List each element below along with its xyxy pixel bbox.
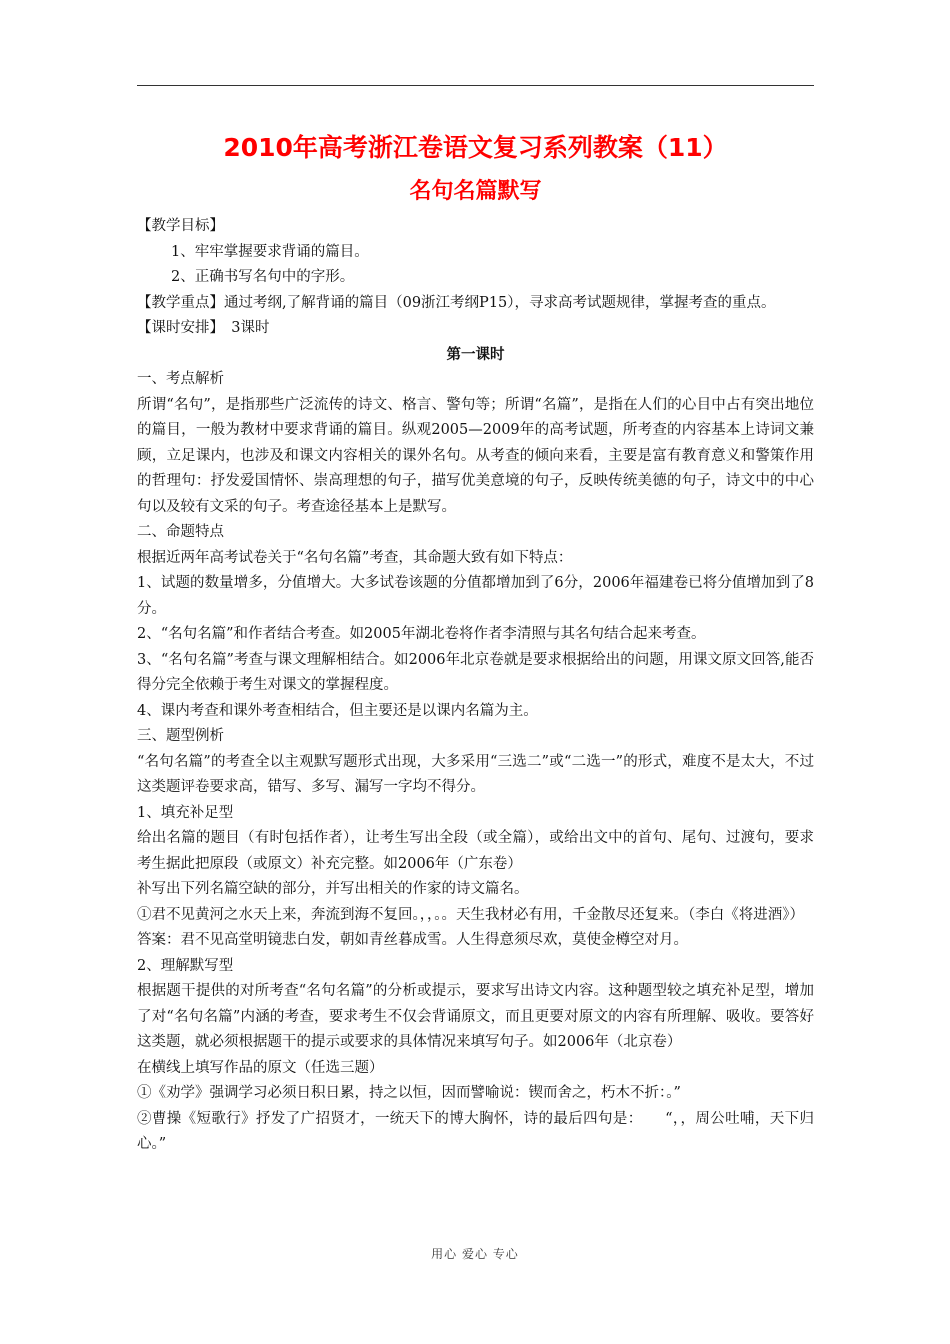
section-heading: 一、考点解析 [137,371,224,387]
answer-paragraph: 答案：君不见高堂明镜悲白发，朝如青丝暮成雪。人生得意须尽欢，莫使金樽空对月。 [137,932,688,948]
body-paragraph: 在横线上填写作品的原文（任选三题） [137,1059,384,1076]
page-footer: 用心 爱心 专心 [431,1247,519,1261]
subsection-heading: 1、填充补足型 [137,804,234,821]
list-item: 1、试题的数量增多，分值增大。大多试卷该题的分值都增加到了6分，2006年福建卷已将分值增加到了8分。 [137,575,814,617]
body-paragraph: 根据近两年高考试卷关于“名句名篇”考查，其命题大致有如下特点： [137,549,573,566]
subsection-heading: 2、理解默写型 [137,957,234,974]
schedule: 【课时安排】 3课时 [137,320,270,336]
objective-item: 2、正确书写名句中的字形。 [171,269,355,285]
body-paragraph: 所谓“名句”，是指那些广泛流传的诗文、格言、警句等；所谓“名篇”，是指在人们的心目中占有突出地位的篇目，一般为教材中要求背诵的篇目。纵观2005—2009年的高考试题，所考查的内容基本上诗词文兼顾，立足课内，也涉及和课文内容相关的课外名句。从考查的倾向来看，主要是富有教育意义和警策作用的哲理句：抒发爱国情怀、崇高理想的句子，描写优美意境的句子，反映传统美德的句子，诗文中的中心句以及较有文采的句子。考查途径基本上是默写。 [137,396,814,515]
list-item: 2、“名句名篇”和作者结合考查。如2005年湖北卷将作者李清照与其名句结合起来考查。 [137,626,706,642]
section-heading: 二、命题特点 [137,524,224,540]
document-subtitle: 名句名篇默写 [409,179,542,204]
question-item: ①君不见黄河之水天上来，奔流到海不复回。，，。。天生我材必有用，千金散尽还复来。（李白《将进酒》） [137,906,804,923]
header-rule [137,85,814,86]
lesson-heading: 第一课时 [446,345,505,363]
question-item: ②曹操《短歌行》抒发了广招贤才，一统天下的博大胸怀，诗的最后四句是： “，，周公吐哺，天下归心。” [137,1110,814,1152]
body-paragraph: “名句名篇”的考查全以主观默写题形式出现，大多采用“三选二”或“二选一”的形式，难度不是太大，不过这类题评卷要求高，错写、多写、漏写一字均不得分。 [137,753,814,795]
body-paragraph: 给出名篇的题目（有时包括作者），让考生写出全段（或全篇），或给出文中的首句、尾句、过渡句，要求考生据此把原段（或原文）补充完整。如2006年（广东卷） [137,830,814,872]
body-paragraph: 根据题干提供的对所考查“名句名篇”的分析或提示，要求写出诗文内容。这种题型较之填充补足型，增加了对“名句名篇”内涵的考查，要求考生不仅会背诵原文，而且更要对原文的内容有所理解、吸收。要答好这类题，就必须根据题干的提示或要求的具体情况来填写句子。如2006年（北京卷） [137,983,814,1050]
teaching-focus: 【教学重点】通过考纲,了解背诵的篇目（09浙江考纲P15），寻求高考试题规律，掌握考查的重点。 [137,294,776,311]
question-item: ①《劝学》强调学习必须日积日累，持之以恒，因而譬喻说：锲而舍之，朽木不折：。” [137,1085,681,1101]
section-heading-objectives: 【教学目标】 [137,218,224,234]
body-paragraph: 补写出下列名篇空缺的部分，并写出相关的作家的诗文篇名。 [137,881,529,897]
document-body [137,126,814,1158]
section-heading: 三、题型例析 [137,728,224,744]
document-title: 2010年高考浙江卷语文复习系列教案（11） [223,133,728,162]
objective-item: 1、牢牢掌握要求背诵的篇目。 [171,243,369,260]
list-item: 4、课内考查和课外考查相结合，但主要还是以课内名篇为主。 [137,702,538,719]
list-item: 3、“名句名篇”考查与课文理解相结合。如2006年北京卷就是要求根据给出的问题，用课文原文回答,能否得分完全依赖于考生对课文的掌握程度。 [137,651,814,693]
